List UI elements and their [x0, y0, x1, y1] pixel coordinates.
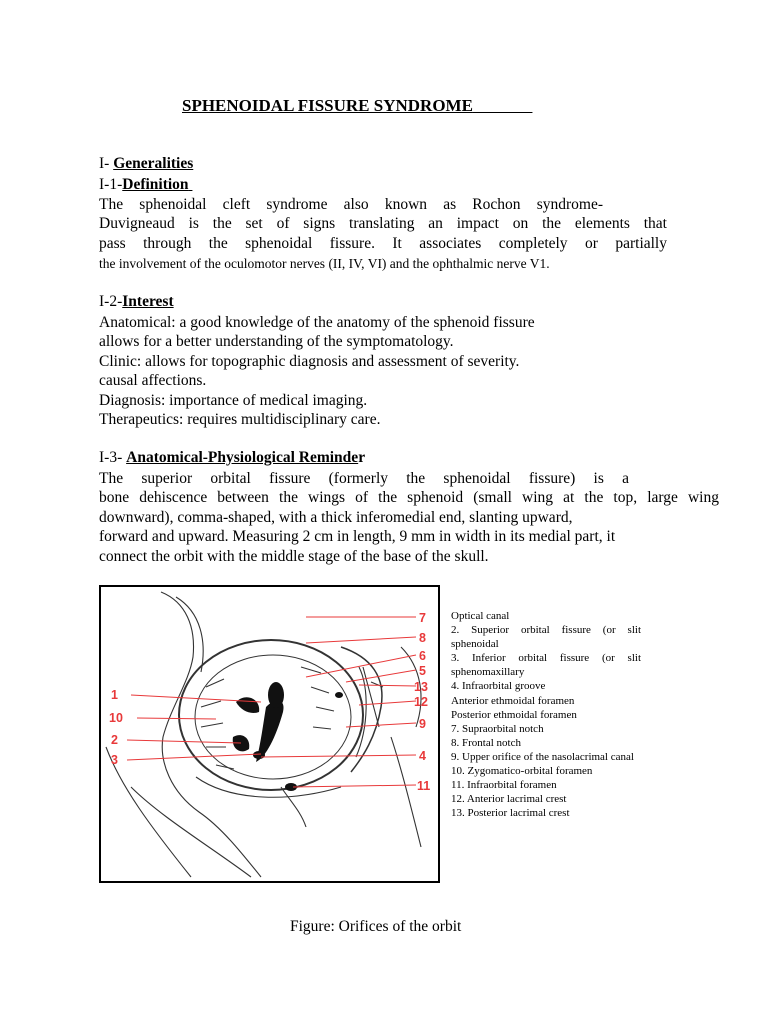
- subsection-heading-interest: I-2-Interest: [99, 293, 174, 310]
- legend-item: Posterior ethmoidal foramen: [451, 708, 577, 721]
- orbit-illustration: [101, 587, 438, 881]
- figure-legend: [451, 609, 641, 820]
- figure-number-label: 1: [111, 688, 118, 702]
- legend-item: 3. Inferior orbital fissure (or slit: [451, 652, 641, 665]
- definition-line-3: pass through the sphenoidal fissure. It associates completely or partially: [99, 235, 667, 252]
- figure-caption: Figure: Orifices of the orbit: [290, 918, 462, 935]
- figure-number-label: 5: [419, 664, 426, 678]
- legend-item: 13. Posterior lacrimal crest: [451, 807, 570, 820]
- document-title: SPHENOIDAL FISSURE SYNDROME: [182, 96, 473, 115]
- subsection-heading-reminder: I-3- Anatomical-Physiological Reminder: [99, 449, 366, 466]
- legend-item: 2. Superior orbital fissure (or slit: [451, 624, 641, 637]
- interest-line-5: Diagnosis: importance of medical imaging.: [99, 392, 368, 409]
- figure-number-label: 13: [414, 680, 428, 694]
- reminder-line-5: connect the orbit with the middle stage of the base of the skull.: [99, 548, 489, 565]
- figure-number-label: 2: [111, 733, 118, 747]
- legend-item: 9. Upper orifice of the nasolacrimal canal: [451, 750, 634, 763]
- legend-item: 4. Infraorbital groove: [451, 680, 546, 693]
- subsection-heading-definition: I-1-Definition: [99, 176, 189, 193]
- reminder-line-2: bone dehiscence between the wings of the sphenoid (small wing at the top, large wing: [99, 489, 719, 506]
- legend-item: sphenoidal: [451, 638, 499, 651]
- section-heading-generalities: I- Generalities: [99, 155, 194, 172]
- legend-item: Optical canal: [451, 610, 510, 622]
- reminder-line-3: downward), comma-shaped, with a thick inferomedial end, slanting upward,: [99, 509, 573, 526]
- reminder-line-4: forward and upward. Measuring 2 cm in length, 9 mm in width in its medial part, it: [99, 528, 616, 545]
- legend-item: Anterior ethmoidal foramen: [451, 694, 575, 707]
- legend-item: 7. Supraorbital notch: [451, 722, 544, 735]
- legend-item: 10. Zygomatico-orbital foramen: [451, 765, 593, 778]
- definition-line-2: Duvigneaud is the set of signs translating an impact on the elements that: [99, 215, 667, 232]
- figure-number-labels-right: [414, 611, 430, 793]
- interest-line-3: Clinic: allows for topographic diagnosis and assessment of severity.: [99, 353, 520, 370]
- orbit-figure: [99, 585, 440, 883]
- figure-number-label: 4: [419, 749, 426, 763]
- figure-number-label: 11: [417, 779, 431, 793]
- figure-number-label: 3: [111, 753, 118, 767]
- interest-line-6: Therapeutics: requires multidisciplinary care.: [99, 411, 381, 428]
- figure-number-label: 7: [419, 611, 426, 625]
- figure-number-label: 9: [419, 717, 426, 731]
- figure-number-label: 10: [109, 711, 123, 725]
- figure-number-labels-left: [109, 688, 123, 767]
- interest-line-2: allows for a better understanding of the symptomatology.: [99, 333, 454, 350]
- definition-line-4: the involvement of the oculomotor nerves (II, IV, VI) and the ophthalmic nerve V1.: [99, 256, 550, 271]
- interest-line-4: causal affections.: [99, 372, 207, 389]
- figure-number-label: 6: [419, 649, 426, 663]
- interest-line-1: Anatomical: a good knowledge of the anatomy of the sphenoid fissure: [99, 314, 535, 331]
- legend-item: 8. Frontal notch: [451, 736, 521, 749]
- figure-number-label: 8: [419, 631, 426, 645]
- legend-item: 11. Infraorbital foramen: [451, 779, 557, 792]
- definition-line-1: The sphenoidal cleft syndrome also known as Rochon syndrome-: [99, 196, 603, 213]
- figure-number-label: 12: [414, 695, 428, 709]
- reminder-line-1: The superior orbital fissure (formerly the sphenoidal fissure) is a: [99, 470, 629, 487]
- legend-item: 12. Anterior lacrimal crest: [451, 793, 567, 806]
- legend-item: sphenomaxillary: [451, 666, 525, 679]
